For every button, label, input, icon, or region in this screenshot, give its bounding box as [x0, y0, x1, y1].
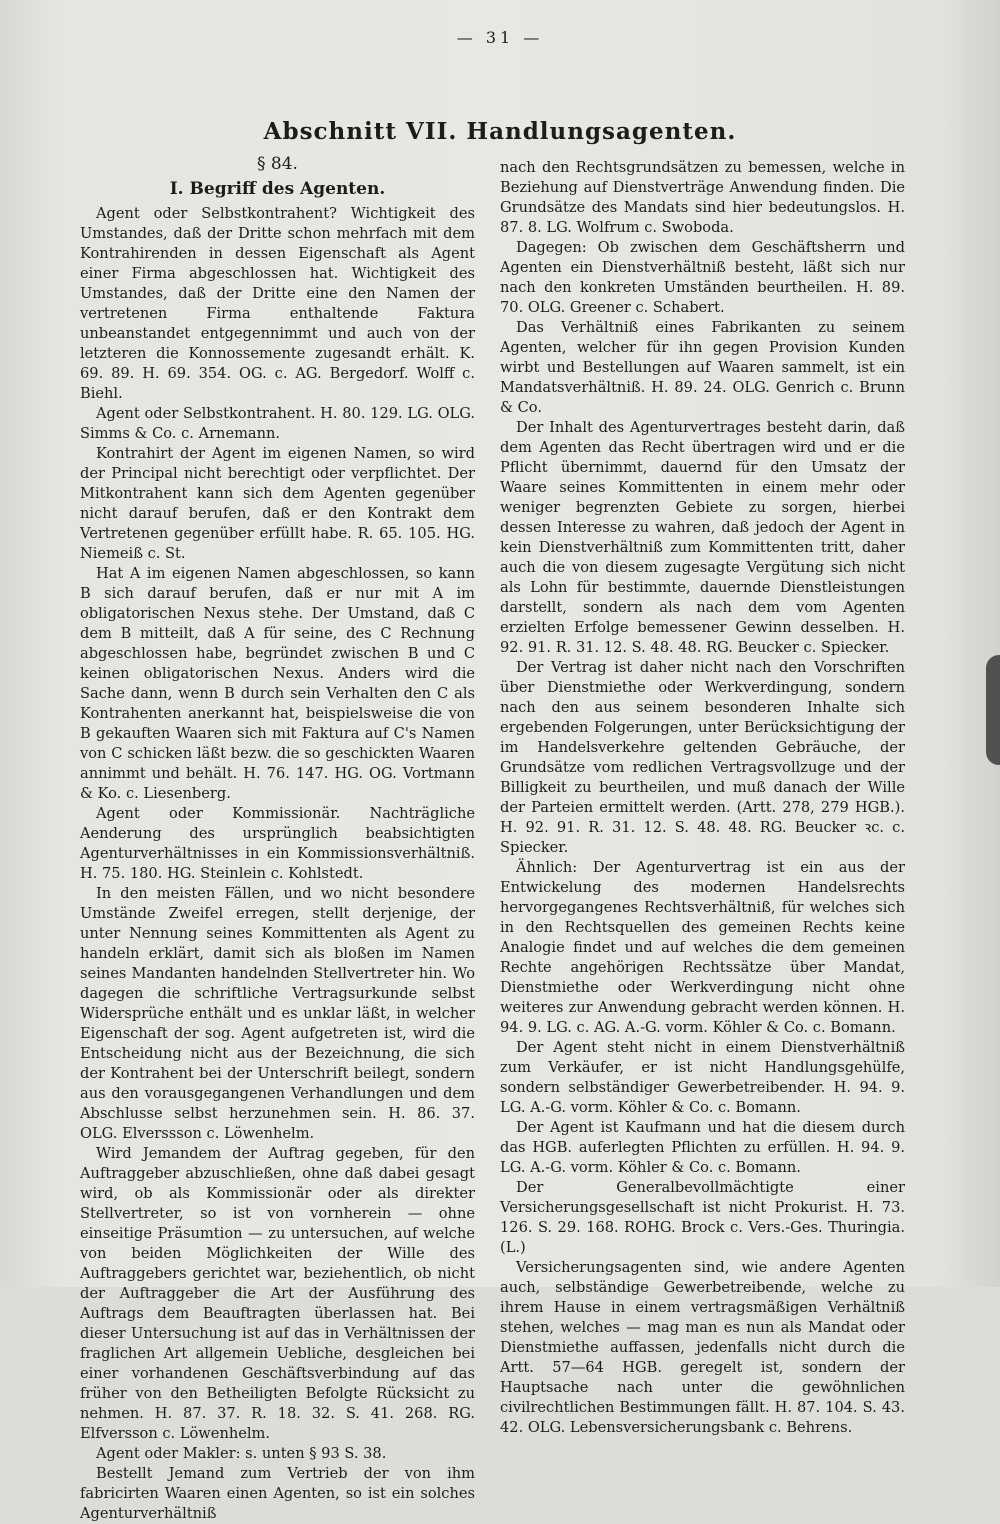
text-paragraph: Agent oder Selbstkontrahent? Wichtigkeit des Umstandes, daß der Dritte schon mehrfach mit dem Kontrahirenden in dessen Eigenschaft als Agent einer Firma abgeschlossen hat. Wichtigkeit des Umstandes, daß der Dritte eine den Namen der vertretenen Firma enthaltende Faktura unbeanstandet entgegennimmt und auch von der letzteren die Konnossemente zugesandt erhält. K. 69. 89. H. 69. 354. OG. c. AG. Bergedorf. Wolff c. Biehl.: [80, 205, 475, 402]
text-paragraph: Agent oder Selbstkontrahent. H. 80. 129. LG. OLG. Simms & Co. c. Arnemann.: [80, 405, 475, 442]
chapter-title: Abschnitt VII. Handlungsagenten.: [263, 118, 737, 145]
text-paragraph: Bestellt Jemand zum Vertrieb der von ihm fabricirten Waaren einen Agenten, so ist ein solches Agenturverhältniß: [80, 1465, 475, 1522]
scanner-thumb-shadow: [986, 655, 1000, 765]
text-paragraph: Kontrahirt der Agent im eigenen Namen, so wird der Principal nicht berechtigt oder verpflichtet. Der Mitkontrahent kann sich dem Agenten gegenüber nicht darauf berufen, daß er den Kontrakt dem Vertretenen gegenüber erfüllt habe. R. 65. 105. HG. Niemeiß c. St.: [80, 445, 475, 562]
text-paragraph: Hat A im eigenen Namen abgeschlossen, so kann B sich darauf berufen, daß er nur mit A im obligatorischen Nexus stehe. Der Umstand, daß C dem B mitteilt, daß A für seine, des C Rechnung abgeschlossen habe, begründet zwischen B und C keinen obligatorischen Nexus. Anders wird die Sache dann, wenn B durch sein Verhalten den C als Kontrahenten anerkannt hat, beispielsweise die von B gekauften Waaren sich mit Faktura auf C's Namen von C schicken läßt bezw. die so geschickten Waaren annimmt und behält. H. 76. 147. HG. OG. Vortmann & Ko. c. Liesenberg.: [80, 565, 475, 802]
text-paragraph: Das Verhältniß eines Fabrikanten zu seinem Agenten, welcher für ihn gegen Provision Kunden wirbt und Bestellungen auf Waaren sammelt, ist ein Mandatsverhältniß. H. 89. 24. OLG. Genrich c. Brunn & Co.: [500, 319, 905, 416]
text-paragraph: Agent oder Kommissionär. Nachträgliche Aenderung des ursprünglich beabsichtigten Agenturverhältnisses in ein Kommissionsverhältniß. H. 75. 180. HG. Steinlein c. Kohlstedt.: [80, 805, 475, 882]
text-paragraph: Ähnlich: Der Agenturvertrag ist ein aus der Entwickelung des modernen Handelsrechts hervorgegangenes Rechtsverhältniß, für welches sich in den Rechtsquellen des gemeinen Rechts keine Analogie findet und auf welches die dem gemeinen Rechte angehörigen Rechtssätze über Mandat, Dienstmiethe oder Werkverdingung nicht ohne weiteres zur Anwendung gebracht werden können. H. 94. 9. LG. c. AG. A.-G. vorm. Köhler & Co. c. Bomann.: [500, 859, 905, 1036]
text-paragraph: Versicherungsagenten sind, wie andere Agenten auch, selbständige Gewerbetreibende, welche zu ihrem Hause in einem vertragsmäßigen Verhältniß stehen, welches — mag man es nun als Mandat oder Dienstmiethe auffassen, jedenfalls nicht durch die Artt. 57—64 HGB. geregelt ist, sondern der Hauptsache nach unter die gewöhnlichen civilrechtlichen Bestimmungen fällt. H. 87. 104. S. 43. 42. OLG. Lebensversicherungsbank c. Behrens.: [500, 1259, 905, 1436]
text-paragraph: Wird Jemandem der Auftrag gegeben, für den Auftraggeber abzuschließen, ohne daß dabei gesagt wird, ob als Kommissionär oder als direkter Stellvertreter, so ist von vornherein — ohne einseitige Präsumtion — zu untersuchen, auf welche von beiden Möglichkeiten der Wille des Auftraggebers gerichtet war, beziehentlich, ob nicht der Auftraggeber die Art der Ausführung des Auftrags dem Beauftragten überlassen hat. Bei dieser Untersuchung ist auf das in Verhältnissen der fraglichen Art allgemein Uebliche, desgleichen bei einer vorhandenen Geschäftsverbindung auf das früher von den Betheiligten Befolgte Rücksicht zu nehmen. H. 87. 37. R. 18. 32. S. 41. 268. RG. Elfversson c. Löwenhelm.: [80, 1145, 475, 1442]
right-column: [500, 158, 905, 1438]
text-paragraph: Der Inhalt des Agenturvertrages besteht darin, daß dem Agenten das Recht übertragen wird und er die Pflicht übernimmt, dauernd für den Umsatz der Waare seines Kommittenten in einem mehr oder weniger begrenzten Gebiete zu sorgen, hierbei dessen Interesse zu wahren, daß jedoch der Agent in kein Dienstverhältniß zum Kommittenten tritt, daher auch die von diesem zugesagte Vergütung sich nicht als Lohn für bestimmte, dauernde Dienstleistungen darstellt, sondern als nach dem vom Agenten erzielten Erfolge bemessener Gewinn desselben. H. 92. 91. R. 31. 12. S. 48. 48. RG. Beucker c. Spiecker.: [500, 419, 905, 656]
text-paragraph: In den meisten Fällen, und wo nicht besondere Umstände Zweifel erregen, stellt derjenige, der unter Nennung seines Kommittenten als Agent zu handeln erklärt, damit sich als bloßen im Namen seines Mandanten handelnden Stellvertreter hin. Wo dagegen die schriftliche Vertragsurkunde selbst Widersprüche enthält und es unklar läßt, in welcher Eigenschaft der sog. Agent aufgetreten ist, wird die Entscheidung nicht aus der Bezeichnung, die sich der Kontrahent bei der Unterschrift beilegt, sondern aus den vorausgegangenen Verhandlungen und dem Abschlusse selbst herzunehmen sein. H. 86. 37. OLG. Elverssson c. Löwenhelm.: [80, 885, 475, 1142]
left-column: [80, 152, 475, 1524]
text-paragraph: Agent oder Makler: s. unten § 93 S. 38.: [96, 1445, 387, 1462]
text-paragraph: Der Vertrag ist daher nicht nach den Vorschriften über Dienstmiethe oder Werkverdingung, sondern nach den aus seinem besonderen Inhalte sich ergebenden Folgerungen, unter Berücksichtigung der im Handelsverkehre geltenden Gebräuche, der Grundsätze vom redlichen Vertragsvollzuge und der Billigkeit zu beurtheilen, und muß danach der Wille der Parteien ermittelt werden. (Artt. 278, 279 HGB.). H. 92. 91. R. 31. 12. S. 48. 48. RG. Beucker ꝛc. c. Spiecker.: [500, 659, 905, 856]
text-paragraph: nach den Rechtsgrundsätzen zu bemessen, welche in Beziehung auf Dienstverträge Anwendung finden. Die Grundsätze des Mandats sind hier bedeutungslos. H. 87. 8. LG. Wolfrum c. Swoboda.: [500, 159, 905, 236]
text-paragraph: Der Agent ist Kaufmann und hat die diesem durch das HGB. auferlegten Pflichten zu erfüllen. H. 94. 9. LG. A.-G. vorm. Köhler & Co. c. Bomann.: [500, 1119, 905, 1176]
text-paragraph: Der Agent steht nicht in einem Dienstverhältniß zum Verkäufer, er ist nicht Handlungsgehülfe, sondern selbständiger Gewerbetreibender. H. 94. 9. LG. A.-G. vorm. Köhler & Co. c. Bomann.: [500, 1039, 905, 1116]
page-number: — 31 —: [456, 28, 544, 47]
section-heading: I. Begriff des Agenten.: [169, 179, 386, 199]
paragraph-mark: § 84.: [257, 154, 298, 174]
text-paragraph: Dagegen: Ob zwischen dem Geschäftsherrn und Agenten ein Dienstverhältniß besteht, läßt sich nur nach den konkreten Umständen beurtheilen. H. 89. 70. OLG. Greener c. Schabert.: [500, 239, 905, 316]
text-paragraph: Der Generalbevollmächtigte einer Versicherungsgesellschaft ist nicht Prokurist. H. 73. 126. S. 29. 168. ROHG. Brock c. Vers.-Ges. Thuringia. (L.): [500, 1179, 905, 1256]
